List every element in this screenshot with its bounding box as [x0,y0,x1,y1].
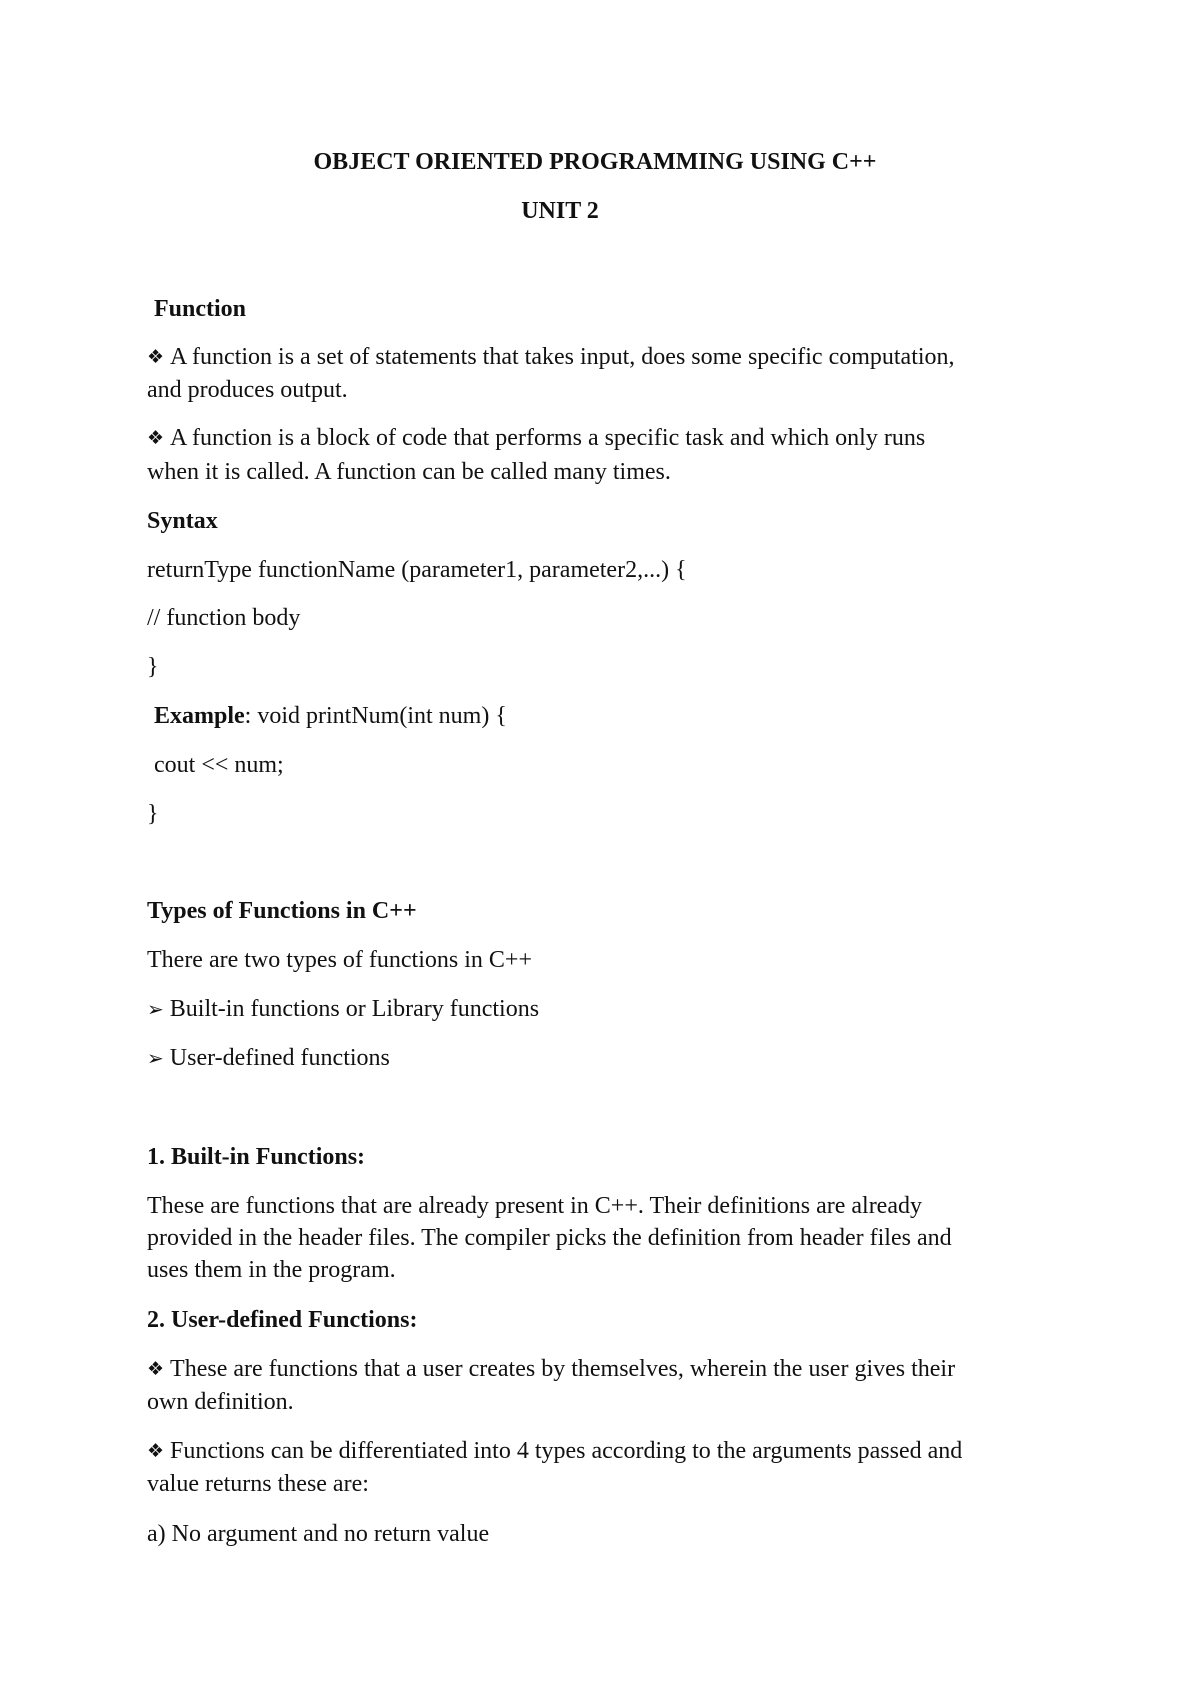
function-bullet-1 [147,341,955,374]
syntax-line-close: } [147,654,159,680]
function-heading: Function [154,296,247,322]
example-line-3: } [147,801,159,827]
types-heading: Types of Functions in C++ [147,898,417,924]
userdefined-bullet-1-continued: own definition. [147,1389,294,1415]
arrow-bullet-icon: ➢ [147,1046,164,1070]
function-bullet-1-continued: and produces output. [147,377,348,403]
document-title: OBJECT ORIENTED PROGRAMMING USING C++ [313,149,877,175]
diamond-bullet-icon: ❖ [147,346,165,368]
types-item-userdefined-text: User-defined functions [169,1045,390,1071]
function-bullet-2 [147,422,925,455]
example-label: Example [154,703,245,729]
types-item-builtin-text: Built-in functions or Library functions [169,996,540,1022]
userdefined-bullet-2 [147,1435,962,1468]
syntax-heading: Syntax [147,508,218,534]
diamond-bullet-icon: ❖ [147,1440,165,1462]
userdefined-heading: 2. User-defined Functions: [147,1307,418,1333]
userdefined-bullet-2-continued: value returns these are: [147,1471,369,1497]
userdefined-bullet-1 [147,1353,955,1386]
builtin-line-1: These are functions that are already present in C++. Their definitions are already [147,1193,922,1219]
diamond-bullet-icon: ❖ [147,427,165,449]
function-bullet-1-text: A function is a set of statements that takes input, does some specific computation, [170,344,955,370]
syntax-line-body: // function body [147,605,301,631]
builtin-line-2: provided in the header files. The compiler picks the definition from header files and [147,1225,952,1251]
diamond-bullet-icon: ❖ [147,1358,165,1380]
example-line-1 [154,700,507,732]
userdefined-bullet-2-text: Functions can be differentiated into 4 types according to the arguments passed and [170,1438,963,1464]
userdefined-item-a: a) No argument and no return value [147,1521,490,1547]
unit-label: UNIT 2 [521,198,599,224]
example-line-2: cout << num; [154,752,284,778]
userdefined-bullet-1-text: These are functions that a user creates by themselves, wherein the user gives their [170,1356,956,1382]
example-code-signature: : void printNum(int num) { [244,703,507,729]
types-item-userdefined [147,1042,390,1074]
function-bullet-2-continued: when it is called. A function can be called many times. [147,459,671,485]
types-item-builtin [147,993,539,1025]
builtin-line-3: uses them in the program. [147,1257,396,1283]
builtin-heading: 1. Built-in Functions: [147,1144,366,1170]
types-intro: There are two types of functions in C++ [147,947,532,973]
arrow-bullet-icon: ➢ [147,997,164,1021]
function-bullet-2-text: A function is a block of code that performs a specific task and which only runs [170,425,926,451]
syntax-line-signature: returnType functionName (parameter1, parameter2,...) { [147,557,687,583]
